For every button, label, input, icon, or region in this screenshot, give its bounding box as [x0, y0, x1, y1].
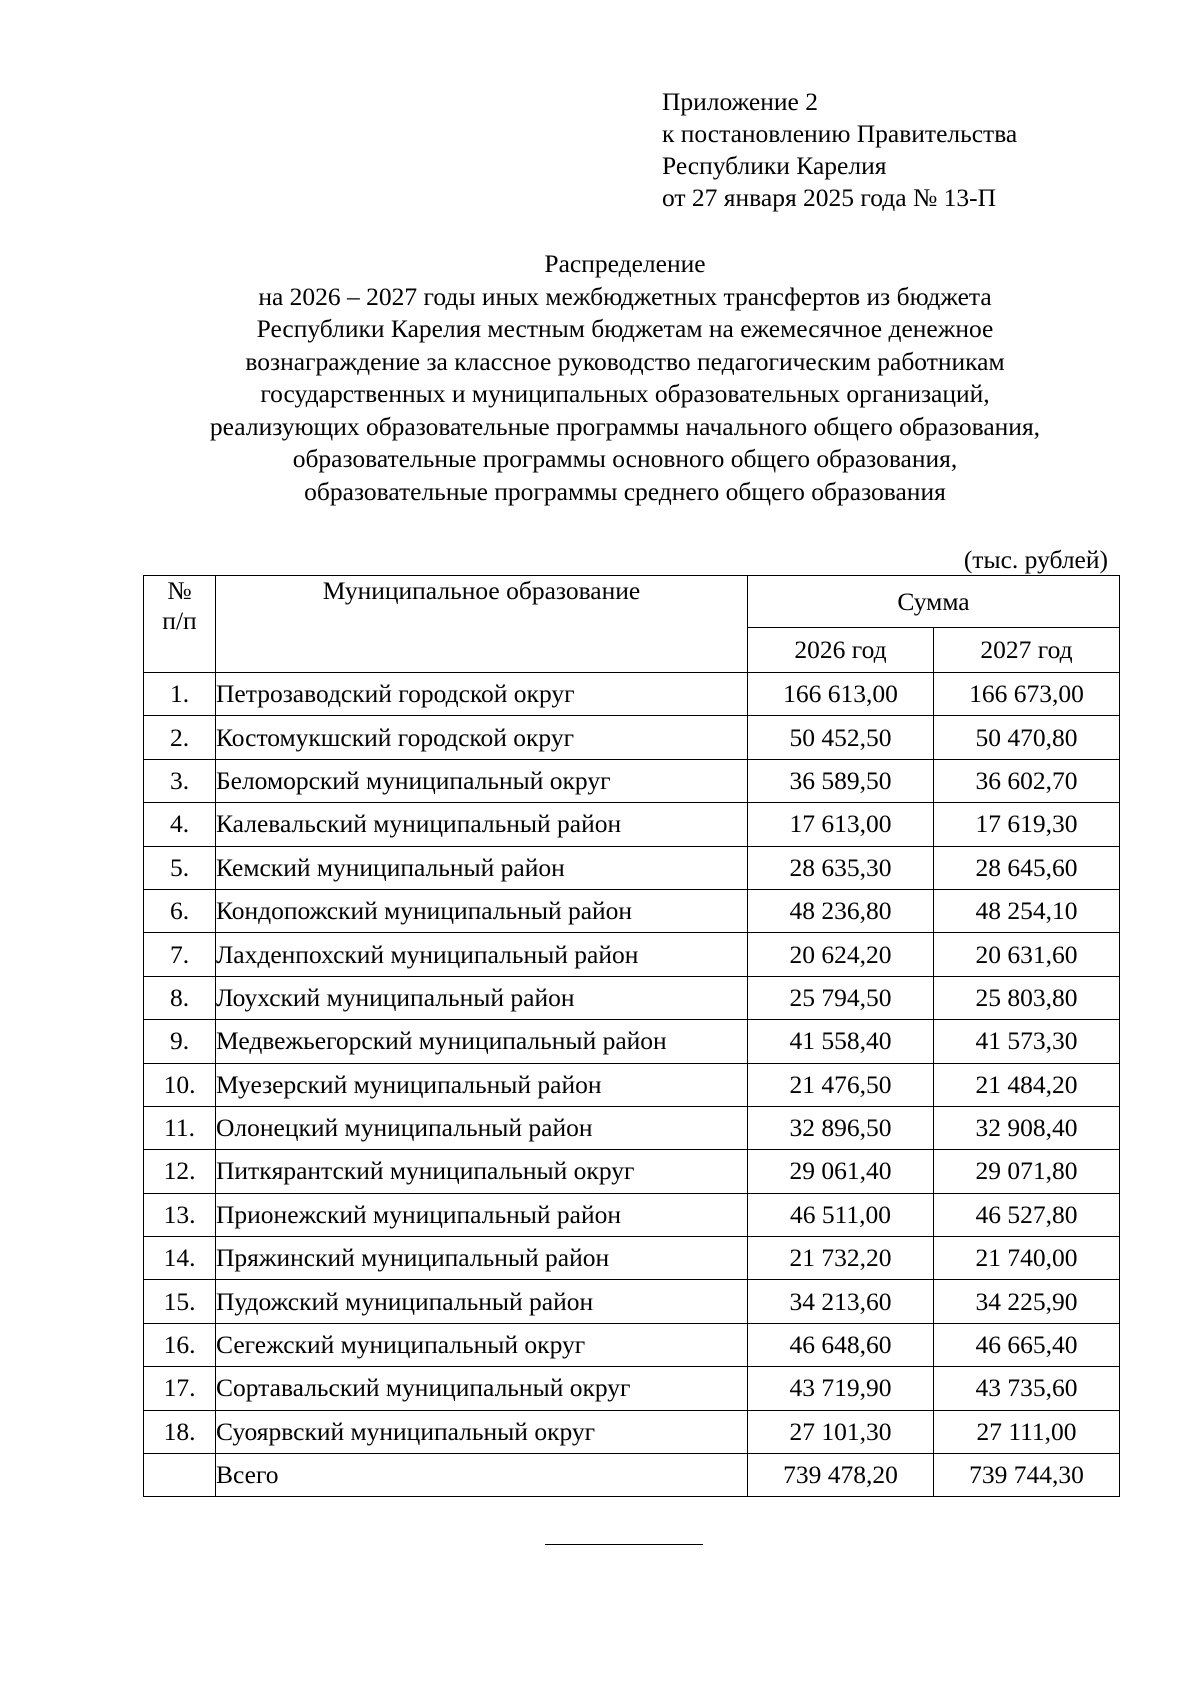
- row-number: 7.: [144, 933, 216, 976]
- amount-2027: 50 470,80: [934, 716, 1120, 759]
- table-row: [144, 1106, 1120, 1149]
- title-line: Республики Карелия местным бюджетам на ежемесячное денежное: [256, 314, 994, 343]
- table-row: [144, 1280, 1120, 1323]
- appendix-block: [662, 86, 1017, 214]
- amount-2026: 32 896,50: [748, 1106, 934, 1149]
- header-number-line2: п/п: [162, 606, 197, 635]
- table-row: [144, 1020, 1120, 1063]
- row-number: 6.: [144, 889, 216, 932]
- table-row: [144, 1367, 1120, 1410]
- amount-2027: 36 602,70: [934, 759, 1120, 802]
- units-label: (тыс. рублей): [963, 545, 1108, 574]
- header-year-2026: 2026 год: [748, 628, 934, 673]
- amount-2026: 739 478,20: [748, 1454, 934, 1497]
- row-number: 3.: [144, 759, 216, 802]
- amount-2027: 34 225,90: [934, 1280, 1120, 1323]
- closing-rule: [545, 1544, 703, 1545]
- municipality-name: Костомукшский городской округ: [216, 716, 748, 759]
- amount-2026: 29 061,40: [748, 1150, 934, 1193]
- table-row: [144, 673, 1120, 716]
- amount-2026: 46 511,00: [748, 1193, 934, 1236]
- amount-2027: 46 527,80: [934, 1193, 1120, 1236]
- municipality-name: Лоухский муниципальный район: [216, 976, 748, 1019]
- amount-2027: 739 744,30: [934, 1454, 1120, 1497]
- municipality-name: Кондопожский муниципальный район: [216, 889, 748, 932]
- table-row: [144, 976, 1120, 1019]
- row-number: 9.: [144, 1020, 216, 1063]
- amount-2027: 21 740,00: [934, 1237, 1120, 1280]
- amount-2026: 34 213,60: [748, 1280, 934, 1323]
- document-title: [100, 248, 1150, 508]
- header-year-2027: 2027 год: [934, 628, 1120, 673]
- municipality-name: Калевальский муниципальный район: [216, 803, 748, 846]
- municipality-name: Олонецкий муниципальный район: [216, 1106, 748, 1149]
- header-number: [144, 576, 216, 673]
- table-row: [144, 1237, 1120, 1280]
- amount-2027: 17 619,30: [934, 803, 1120, 846]
- amount-2026: 48 236,80: [748, 889, 934, 932]
- amount-2027: 28 645,60: [934, 846, 1120, 889]
- amount-2026: 25 794,50: [748, 976, 934, 1019]
- municipality-name: Беломорский муниципальный округ: [216, 759, 748, 802]
- table-row: [144, 803, 1120, 846]
- municipality-name: Сегежский муниципальный округ: [216, 1323, 748, 1366]
- amount-2026: 41 558,40: [748, 1020, 934, 1063]
- table-row: [144, 1063, 1120, 1106]
- header-sum: Сумма: [748, 576, 1120, 628]
- table-row: [144, 933, 1120, 976]
- row-number: 4.: [144, 803, 216, 846]
- municipality-name: Лахденпохский муниципальный район: [216, 933, 748, 976]
- table-row: [144, 759, 1120, 802]
- municipality-name: Кемский муниципальный район: [216, 846, 748, 889]
- row-number: 17.: [144, 1367, 216, 1410]
- distribution-table: [143, 575, 1120, 1497]
- total-label: Всего: [216, 1454, 748, 1497]
- row-number: 13.: [144, 1193, 216, 1236]
- row-number: 11.: [144, 1106, 216, 1149]
- title-line: государственных и муниципальных образовательных организаций,: [260, 379, 990, 408]
- amount-2026: 21 476,50: [748, 1063, 934, 1106]
- amount-2026: 27 101,30: [748, 1410, 934, 1453]
- municipality-name: Суоярвский муниципальный округ: [216, 1410, 748, 1453]
- table-row: [144, 716, 1120, 759]
- appendix-line: от 27 января 2025 года № 13-П: [662, 183, 997, 212]
- amount-2026: 166 613,00: [748, 673, 934, 716]
- total-row: [144, 1454, 1120, 1497]
- amount-2026: 43 719,90: [748, 1367, 934, 1410]
- row-number: [144, 1454, 216, 1497]
- municipality-name: Пряжинский муниципальный район: [216, 1237, 748, 1280]
- table-header-row: [144, 576, 1120, 628]
- row-number: 5.: [144, 846, 216, 889]
- title-line: образовательные программы среднего общего образования: [304, 476, 946, 506]
- row-number: 2.: [144, 716, 216, 759]
- amount-2027: 27 111,00: [934, 1410, 1120, 1453]
- municipality-name: Медвежьегорский муниципальный район: [216, 1020, 748, 1063]
- appendix-line: к постановлению Правительства: [662, 119, 1018, 148]
- row-number: 8.: [144, 976, 216, 1019]
- amount-2027: 20 631,60: [934, 933, 1120, 976]
- amount-2027: 41 573,30: [934, 1020, 1120, 1063]
- amount-2026: 50 452,50: [748, 716, 934, 759]
- municipality-name: Сортавальский муниципальный округ: [216, 1367, 748, 1410]
- amount-2026: 17 613,00: [748, 803, 934, 846]
- title-line: Распределение: [544, 249, 706, 278]
- row-number: 12.: [144, 1150, 216, 1193]
- appendix-line: Республики Карелия: [662, 151, 887, 180]
- municipality-name: Муезерский муниципальный район: [216, 1063, 748, 1106]
- row-number: 14.: [144, 1237, 216, 1280]
- title-line: на 2026 – 2027 годы иных межбюджетных трансфертов из бюджета: [258, 281, 992, 311]
- amount-2026: 20 624,20: [748, 933, 934, 976]
- title-line: вознаграждение за классное руководство педагогическим работникам: [245, 346, 1005, 376]
- row-number: 18.: [144, 1410, 216, 1453]
- amount-2027: 48 254,10: [934, 889, 1120, 932]
- municipality-name: Питкярантский муниципальный округ: [216, 1150, 748, 1193]
- table-row: [144, 1193, 1120, 1236]
- table-row: [144, 1323, 1120, 1366]
- table-row: [144, 846, 1120, 889]
- amount-2026: 46 648,60: [748, 1323, 934, 1366]
- amount-2027: 32 908,40: [934, 1106, 1120, 1149]
- municipality-name: Прионежский муниципальный район: [216, 1193, 748, 1236]
- row-number: 16.: [144, 1323, 216, 1366]
- title-line: реализующих образовательные программы начального общего образования,: [209, 411, 1041, 441]
- table-row: [144, 889, 1120, 932]
- amount-2027: 29 071,80: [934, 1150, 1120, 1193]
- amount-2026: 36 589,50: [748, 759, 934, 802]
- amount-2027: 43 735,60: [934, 1367, 1120, 1410]
- amount-2027: 21 484,20: [934, 1063, 1120, 1106]
- amount-2027: 166 673,00: [934, 673, 1120, 716]
- header-municipality: Муниципальное образование: [216, 576, 748, 673]
- header-number-line1: №: [167, 576, 192, 605]
- amount-2026: 28 635,30: [748, 846, 934, 889]
- table-row: [144, 1150, 1120, 1193]
- row-number: 15.: [144, 1280, 216, 1323]
- table-row: [144, 1410, 1120, 1453]
- municipality-name: Петрозаводский городской округ: [216, 673, 748, 716]
- title-line: образовательные программы основного общего образования,: [292, 444, 958, 473]
- row-number: 10.: [144, 1063, 216, 1106]
- amount-2027: 25 803,80: [934, 976, 1120, 1019]
- amount-2027: 46 665,40: [934, 1323, 1120, 1366]
- municipality-name: Пудожский муниципальный район: [216, 1280, 748, 1323]
- appendix-line: Приложение 2: [662, 87, 818, 116]
- amount-2026: 21 732,20: [748, 1237, 934, 1280]
- row-number: 1.: [144, 673, 216, 716]
